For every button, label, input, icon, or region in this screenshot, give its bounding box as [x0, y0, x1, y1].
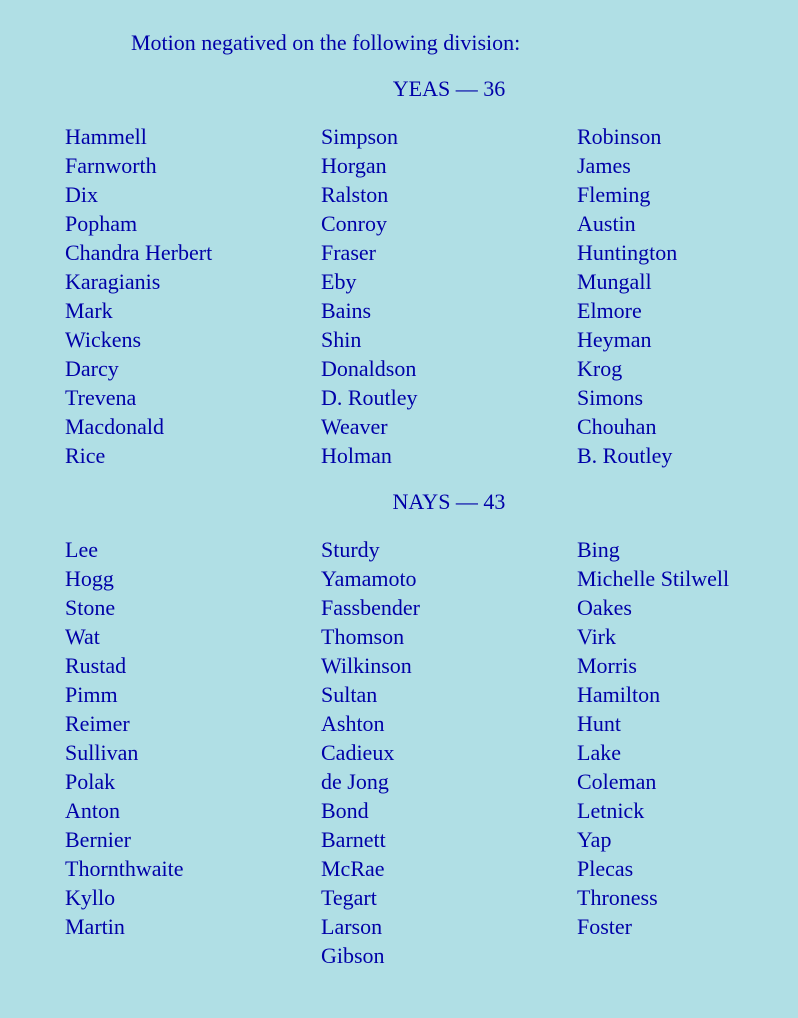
member-name: B. Routley [577, 443, 673, 468]
member-name: Fassbender [321, 595, 420, 620]
member-name: Karagianis [65, 269, 161, 294]
member-name: Wickens [65, 327, 142, 352]
member-name: Donaldson [321, 356, 417, 381]
member-name: Yap [577, 827, 612, 852]
member-name: Bing [577, 537, 620, 562]
member-name: Stone [65, 595, 116, 620]
member-name: Krog [577, 356, 623, 381]
member-name: Darcy [65, 356, 119, 381]
nays-heading: NAYS — 43 [392, 489, 506, 514]
member-name: Oakes [577, 595, 632, 620]
member-name: Hogg [65, 566, 114, 591]
member-name: Simons [577, 385, 644, 410]
member-name: Mungall [577, 269, 652, 294]
member-name: Holman [321, 443, 392, 468]
member-name: McRae [321, 856, 385, 881]
nays-column-2 [321, 535, 420, 970]
nays-column-1 [65, 535, 184, 941]
yeas-column-1 [65, 122, 212, 470]
member-name: Chouhan [577, 414, 657, 439]
member-name: Robinson [577, 124, 662, 149]
member-name: Reimer [65, 711, 130, 736]
member-name: Ralston [321, 182, 389, 207]
member-name: Ashton [321, 711, 385, 736]
member-name: Conroy [321, 211, 387, 236]
member-name: Letnick [577, 798, 645, 823]
nays-column-3 [577, 535, 729, 941]
member-name: Martin [65, 914, 125, 939]
member-name: Heyman [577, 327, 652, 352]
member-name: Bains [321, 298, 372, 323]
member-name: James [577, 153, 631, 178]
member-name: Morris [577, 653, 637, 678]
member-name: Mark [65, 298, 113, 323]
member-name: Gibson [321, 943, 385, 968]
member-name: Shin [321, 327, 362, 352]
member-name: Austin [577, 211, 636, 236]
member-name: Fleming [577, 182, 651, 207]
member-name: Weaver [321, 414, 388, 439]
member-name: de Jong [321, 769, 389, 794]
member-name: Bernier [65, 827, 131, 852]
yeas-heading: YEAS — 36 [392, 76, 506, 101]
member-name: Throness [577, 885, 658, 910]
member-name: Lake [577, 740, 621, 765]
member-name: Horgan [321, 153, 387, 178]
member-name: Sullivan [65, 740, 139, 765]
member-name: Larson [321, 914, 383, 939]
member-name: Farnworth [65, 153, 157, 178]
member-name: Sultan [321, 682, 378, 707]
member-name: Thornthwaite [65, 856, 184, 881]
member-name: Virk [577, 624, 617, 649]
member-name: Tegart [321, 885, 377, 910]
member-name: Barnett [321, 827, 386, 852]
member-name: Hunt [577, 711, 621, 736]
member-name: Rice [65, 443, 106, 468]
member-name: Michelle Stilwell [577, 566, 730, 591]
member-name: Dix [65, 182, 98, 207]
member-name: Yamamoto [321, 566, 417, 591]
member-name: Hammell [65, 124, 147, 149]
member-name: Thomson [321, 624, 405, 649]
member-name: Foster [577, 914, 632, 939]
member-name: Lee [65, 537, 98, 562]
member-name: Eby [321, 269, 357, 294]
member-name: Sturdy [321, 537, 380, 562]
member-name: Wilkinson [321, 653, 412, 678]
member-name: Pimm [65, 682, 118, 707]
member-name: Trevena [65, 385, 137, 410]
member-name: Coleman [577, 769, 657, 794]
member-name: Cadieux [321, 740, 395, 765]
member-name: Chandra Herbert [65, 240, 213, 265]
member-name: Hamilton [577, 682, 661, 707]
member-name: Simpson [321, 124, 399, 149]
member-name: D. Routley [321, 385, 418, 410]
yeas-column-3 [577, 122, 677, 470]
member-name: Polak [65, 769, 116, 794]
member-name: Popham [65, 211, 138, 236]
member-name: Rustad [65, 653, 127, 678]
member-name: Fraser [321, 240, 376, 265]
member-name: Anton [65, 798, 120, 823]
member-name: Plecas [577, 856, 634, 881]
member-name: Kyllo [65, 885, 116, 910]
yeas-column-2 [321, 122, 418, 470]
division-intro: Motion negatived on the following division: [131, 30, 521, 55]
member-name: Elmore [577, 298, 642, 323]
member-name: Bond [321, 798, 369, 823]
member-name: Huntington [577, 240, 678, 265]
member-name: Wat [65, 624, 100, 649]
member-name: Macdonald [65, 414, 164, 439]
